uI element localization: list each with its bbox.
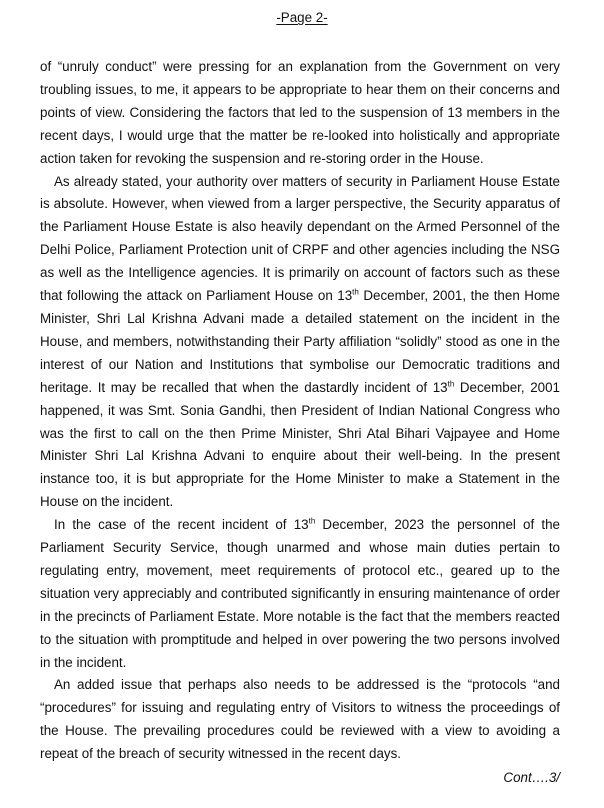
continuation-marker: Cont….3/ [503, 770, 560, 785]
paragraph-4-text: An added issue that perhaps also needs to be addressed is the “protocols “and “procedures” for issuing and regulating entry of Visitors to witness the proceedings of the House. The prevailing procedures could be reviewed with a view to avoiding a repeat of the breach of security witnessed in the recent days. [40, 677, 560, 762]
paragraph-1-text: of “unruly conduct” were pressing for an explanation from the Government on very troubling issues, to me, it appears to be appropriate to hear them on their concerns and points of view. Considering the factors that led to the suspension of 13 members in the recent days, I would urge that the matter be re-looked into holistically and appropriate action taken for revoking the suspension and re-storing order in the House. [40, 59, 560, 166]
paragraph-2-text-b: December, 2001, the then Home Minister, Shri Lal Krishna Advani made a detailed statement on the incident in the House, and members, notwithstanding their Party affiliation “solidly” stood as one in the interest of our Nation and Institutions that symbolise our Democratic traditions and heritage. It may be recalled that when the dastardly incident of 13 [40, 288, 560, 395]
paragraph-2 [40, 171, 560, 515]
paragraph-2-text-a: As already stated, your authority over matters of security in Parliament House Estate is absolute. However, when viewed from a larger perspective, the Security apparatus of the Parliament House Estate is also heavily dependant on the Armed Personnel of the Delhi Police, Parliament Protection unit of CRPF and other agencies including the NSG as well as the Intelligence agencies. It is primarily on account of factors such as these that following the attack on Parliament House on 13 [40, 173, 560, 304]
paragraph-2-text-c: December, 2001 happened, it was Smt. Sonia Gandhi, then President of Indian National Congress who was the first to call on the then Prime Minister, Shri Atal Bihari Vajpayee and Home Minister Shri Lal Krishna Advani to enquire about their well-being. In the present instance too, it is but appropriate for the Home Minister to make a Statement in the House on the incident. [40, 379, 560, 510]
ordinal-suffix: th [447, 379, 455, 389]
paragraph-4 [40, 674, 560, 766]
page-number-header: -Page 2- [276, 10, 328, 25]
paragraph-3-text-b: December, 2023 the personnel of the Parliament Security Service, though unarmed and whose main duties pertain to regulating entry, movement, meet requirements of protocol etc., geared up to the situation very appreciably and contributed significantly in ensuring maintenance of order in the precincts of Parliament Estate. More notable is the fact that the members reacted to the situation with promptitude and helped in over powering the two persons involved in the incident. [40, 517, 560, 670]
ordinal-suffix: th [308, 516, 316, 526]
paragraph-3 [40, 514, 560, 674]
ordinal-suffix: th [352, 287, 359, 297]
paragraph-1 [40, 56, 560, 171]
letter-body [40, 56, 560, 766]
paragraph-3-text-a: In the case of the recent incident of 13 [54, 517, 309, 533]
